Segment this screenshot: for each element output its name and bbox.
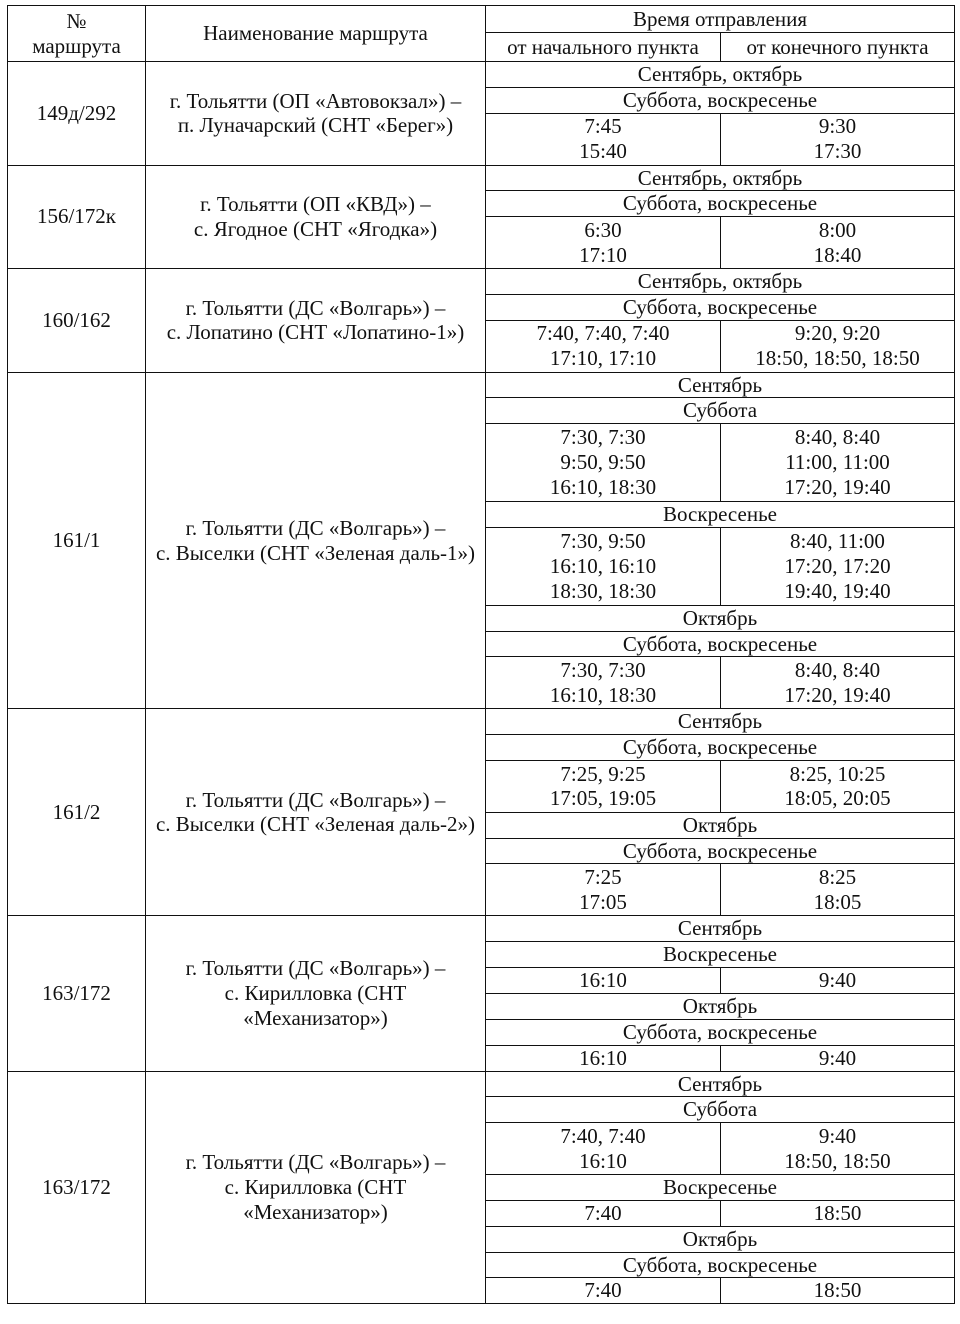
table-row [8, 62, 955, 88]
times-from-end [721, 320, 955, 372]
departure-time: 16:10, 18:30 [549, 475, 657, 499]
route-name-line: г. Тольятти (ДС «Волгарь») – [185, 515, 446, 540]
route-number: 161/2 [8, 709, 146, 916]
departure-time: 15:40 [579, 139, 627, 164]
times-from-start [486, 217, 721, 269]
period-label: Сентябрь, октябрь [486, 165, 955, 191]
times-from-end [721, 424, 955, 502]
departure-time: 9:50, 9:50 [560, 450, 646, 475]
route-number: 161/1 [8, 372, 146, 709]
schedule-table [7, 5, 955, 1304]
times-from-start [486, 424, 721, 502]
departure-time: 7:45 [584, 114, 622, 139]
departure-time: 8:40, 11:00 [790, 529, 885, 554]
times-from-end [721, 1123, 955, 1175]
header-from-end: от конечного пункта [721, 33, 955, 62]
route-name-line: с. Ягодное (СНТ «Ягодка») [193, 216, 438, 241]
departure-time: 16:10, 18:30 [549, 682, 657, 707]
route-name [146, 269, 486, 373]
route-name-line: с. Выселки (СНТ «Зеленая даль-2») [155, 812, 476, 837]
route-name-line: г. Тольятти (ДС «Волгарь») – [185, 1150, 446, 1175]
times-from-end [721, 760, 955, 812]
period-label: Суббота [486, 398, 955, 424]
period-label: Суббота, воскресенье [486, 631, 955, 657]
period-label: Воскресенье [486, 942, 955, 968]
route-number: 163/172 [8, 1071, 146, 1304]
departure-time: 17:20, 19:40 [784, 475, 891, 499]
departure-time: 9:20, 9:20 [794, 321, 881, 346]
header-route-number: № маршрута [8, 6, 146, 62]
route-number: 156/172к [8, 165, 146, 269]
times-from-start [486, 864, 721, 916]
table-row [8, 709, 955, 735]
departure-time: 18:50 [813, 1200, 862, 1225]
times-from-end [721, 968, 955, 994]
period-label: Воскресенье [486, 502, 955, 528]
departure-time: 7:30, 7:30 [560, 425, 646, 450]
departure-time: 16:10 [579, 1148, 627, 1173]
departure-time: 8:25 [818, 865, 857, 890]
route-name-line: «Механизатор») [243, 1005, 388, 1030]
departure-time: 9:30 [818, 114, 857, 139]
departure-time: 8:25, 10:25 [789, 761, 886, 786]
period-label: Сентябрь [486, 372, 955, 398]
period-label: Сентябрь [486, 1071, 955, 1097]
times-from-start [486, 657, 721, 709]
departure-time: 19:40, 19:40 [784, 578, 891, 603]
period-label: Сентябрь, октябрь [486, 269, 955, 295]
times-from-end [721, 113, 955, 165]
route-number: 149д/292 [8, 62, 146, 166]
departure-time: 17:20, 17:20 [784, 554, 891, 578]
departure-time: 9:40 [818, 1045, 857, 1070]
route-name-line: г. Тольятти (ДС «Волгарь») – [185, 787, 446, 812]
departure-time: 16:10 [579, 1045, 627, 1070]
route-name [146, 165, 486, 269]
period-label: Сентябрь, октябрь [486, 62, 955, 88]
period-label: Суббота, воскресенье [486, 838, 955, 864]
route-name-line: с. Лопатино (СНТ «Лопатино-1») [166, 320, 465, 345]
times-from-end [721, 527, 955, 605]
departure-time: 9:40 [818, 968, 857, 993]
times-from-end [721, 1045, 955, 1071]
times-from-start [486, 1045, 721, 1071]
departure-time: 7:40, 7:40, 7:40 [536, 321, 670, 346]
departure-time: 7:25, 9:25 [560, 761, 646, 786]
route-name [146, 372, 486, 709]
route-name-line: г. Тольятти (ОП «Автовокзал») – [169, 88, 462, 113]
table-row [8, 1071, 955, 1097]
departure-time: 18:05, 20:05 [784, 786, 891, 811]
route-name-line: г. Тольятти (ДС «Волгарь») – [185, 295, 446, 320]
times-from-end [721, 1200, 955, 1226]
times-from-start [486, 527, 721, 605]
period-label: Октябрь [486, 994, 955, 1020]
route-name [146, 1071, 486, 1304]
times-from-start [486, 760, 721, 812]
departure-time: 7:30, 9:50 [560, 529, 646, 554]
departure-time: 18:50, 18:50 [784, 1148, 891, 1173]
departure-time: 18:05 [813, 889, 862, 914]
departure-time: 18:40 [813, 242, 862, 267]
departure-time: 8:40, 8:40 [794, 425, 881, 450]
period-label: Октябрь [486, 1226, 955, 1252]
route-name-line: «Механизатор») [243, 1199, 388, 1224]
table-row [8, 269, 955, 295]
departure-time: 7:30, 7:30 [560, 658, 646, 683]
table-row [8, 916, 955, 942]
period-label: Октябрь [486, 812, 955, 838]
departure-time: 17:10, 17:10 [549, 346, 657, 371]
times-from-start [486, 1278, 721, 1304]
times-from-start [486, 968, 721, 994]
departure-time: 16:10 [579, 968, 627, 993]
period-label: Суббота, воскресенье [486, 294, 955, 320]
route-name-line: с. Выселки (СНТ «Зеленая даль-1») [155, 540, 476, 565]
route-name-line: с. Кирилловка (СНТ [224, 1175, 407, 1200]
table-header [8, 6, 955, 62]
period-label: Сентябрь [486, 916, 955, 942]
period-label: Воскресенье [486, 1175, 955, 1201]
table-row [8, 372, 955, 398]
times-from-end [721, 217, 955, 269]
departure-time: 7:25 [584, 865, 622, 890]
period-label: Суббота, воскресенье [486, 87, 955, 113]
departure-time: 7:40, 7:40 [560, 1123, 646, 1148]
period-label: Суббота, воскресенье [486, 1252, 955, 1278]
route-name-line: п. Луначарский (СНТ «Берег») [177, 113, 454, 138]
departure-time: 8:40, 8:40 [794, 658, 881, 683]
departure-time: 18:50, 18:50, 18:50 [755, 346, 920, 371]
route-name [146, 62, 486, 166]
departure-time: 17:05 [579, 889, 627, 914]
departure-time: 11:00, 11:00 [785, 450, 890, 475]
departure-time: 7:40 [584, 1200, 622, 1225]
period-label: Суббота, воскресенье [486, 191, 955, 217]
departure-time: 17:05, 19:05 [549, 786, 657, 811]
route-number: 163/172 [8, 916, 146, 1071]
header-from-start: от начального пункта [486, 33, 721, 62]
departure-time: 18:50 [813, 1278, 862, 1303]
times-from-end [721, 1278, 955, 1304]
times-from-start [486, 1123, 721, 1175]
route-number: 160/162 [8, 269, 146, 373]
times-from-end [721, 657, 955, 709]
header-route-name: Наименование маршрута [146, 6, 486, 62]
departure-time: 9:40 [818, 1123, 857, 1148]
period-label: Сентябрь [486, 709, 955, 735]
header-departure-time: Время отправления [486, 6, 955, 33]
table-row [8, 165, 955, 191]
times-from-start [486, 113, 721, 165]
departure-time: 16:10, 16:10 [549, 554, 657, 578]
departure-time: 7:40 [584, 1278, 622, 1303]
departure-time: 6:30 [584, 217, 622, 242]
times-from-start [486, 320, 721, 372]
times-from-start [486, 1200, 721, 1226]
departure-time: 18:30, 18:30 [549, 578, 657, 603]
departure-time: 17:10 [579, 242, 627, 267]
route-name-line: г. Тольятти (ОП «КВД») – [200, 192, 431, 217]
period-label: Суббота, воскресенье [486, 735, 955, 761]
route-name-line: с. Кирилловка (СНТ [224, 981, 407, 1006]
route-name [146, 709, 486, 916]
route-name-line: г. Тольятти (ДС «Волгарь») – [185, 956, 446, 981]
departure-time: 17:30 [813, 139, 862, 164]
period-label: Суббота [486, 1097, 955, 1123]
times-from-end [721, 864, 955, 916]
period-label: Октябрь [486, 605, 955, 631]
table-body [8, 62, 955, 1304]
departure-time: 17:20, 19:40 [784, 682, 891, 707]
departure-time: 8:00 [818, 217, 857, 242]
route-name [146, 916, 486, 1071]
period-label: Суббота, воскресенье [486, 1019, 955, 1045]
